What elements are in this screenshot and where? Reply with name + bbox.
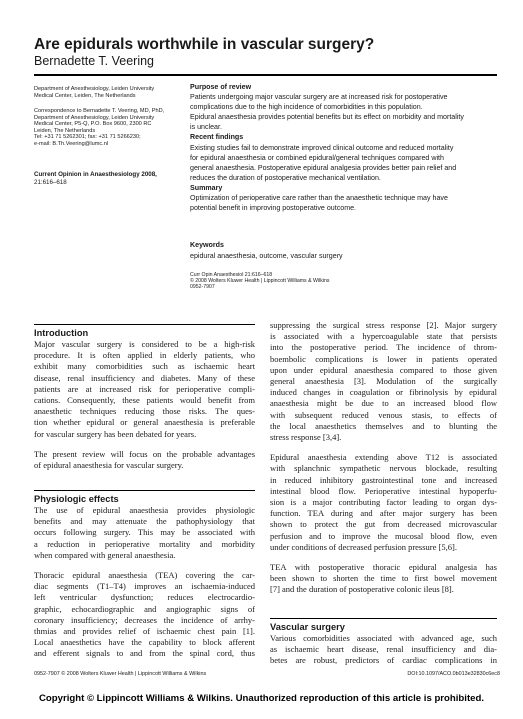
left-column: Introduction Major vascular surgery is considered to be a high-risk procedure. It is often applied in elderly patients, who exhibit many comorbidities such as ischaemic heart disease, renal insufficiency and diabetes. Many of these patients are at increased risk for perioperative compli- cations. Consequently, these patients would benefit from anaesthetic techniques reducing those risks. The ques- tion whether epidural or general anaesthesia is preferable for vascular surgery has been debated for years. The present review will focus on the probable advantages of epidural anaesthesia for vascular surgery. — [34, 328, 255, 471]
summary-heading: Summary — [190, 183, 223, 192]
intro-rule — [34, 324, 255, 325]
article-title: Are epidurals worthwhile in vascular surgery? — [34, 36, 375, 53]
right-column: suppressing the surgical stress response [2]. Major surgery is associated with a hypercoagulable state that persists into the postoperative period. The incidence of throm- boembolic complications is lower in patients operated upon under epidural anaesthesia compared to those given general anaesthesia [3]. Modulation of the surgically induced changes in coagulation or fibrinolysis by epidural anaesthesia might be due to an increased blood flow with subsequent reduced venous stasis, to effects of the local anaesthetics themselves and to blunting the stress response [3,4]. Epidural anaesthesia extending above T12 is associated with splanchnic sympathetic nervous blockade, resulting in reduced inhibitory gastrointestinal tone and increased intestinal blood flow. Perioperative intestinal hypoperfu- sion is a major contributing factor leading to organ dys- function. TEA during and after major surgery has been shown to protect the gut from decreased microvascular perfusion and to improve the mucosal blood flow, even under conditions of decreased perfusion pressure [5,6]. TEA with postoperative thoracic epidural analgesia has been shown to shorten the time to first bowel movement [7] and the duration of postoperative colonic ileus [8]. — [270, 320, 497, 595]
correspondence-block: Correspondence to Bernadette T. Veering, MD, PhD, Department of Anesthesiology, Leiden University Medical Center, P5-Q, P.O. Box 9600, 2300 RC Leiden, The Netherlands Tel: +31 71 5262301; fax: +31 71 5266230; e-mail: B.Th.Veering@lumc.nl — [34, 108, 165, 147]
citation-block: Curr Opin Anaesthesiol 21:616–618 © 2008 Wolters Kluwer Health | Lippincott Williams & Wilkins 0952-7907 — [190, 272, 330, 291]
vascular-section: Vascular surgery Various comorbidities associated with advanced age, such as ischaemic heart disease, renal insufficiency and dia- betes are robust, predictors of cardiac complications in — [270, 622, 497, 666]
affiliation-department: Department of Anesthesiology, Leiden University Medical Center, Leiden, The Netherlands — [34, 86, 155, 99]
keywords-text: epidural anaesthesia, outcome, vascular surgery — [190, 251, 343, 260]
journal-reference: Current Opinion in Anaesthesiology 2008, 21:616–618 — [34, 171, 157, 186]
keywords — [190, 240, 500, 261]
vascular-rule — [270, 618, 497, 619]
introduction-heading: Introduction — [34, 328, 89, 338]
abstract: Purpose of review Patients undergoing major vascular surgery are at increased risk for postoperative complications due to the high incidence of comorbidities in this population. Epidural anaesthesia provides potential benefits but its effect on morbidity and mortality is unclear. Recent findings Existing studies fail to demonstrate improved clinical outcome and reduced mortality for epidural anaesthesia or combined epidural/general techniques compared with general anaesthesia. Postoperative epidural analgesia provides better pain relief and reduces the duration of postoperative mechanical ventilation. Summary Optimization of perioperative care rather than the anaesthetic technique may have potential benefit in improving postoperative outcome. — [190, 82, 500, 213]
purpose-heading: Purpose of review — [190, 83, 252, 91]
keywords-heading: Keywords — [190, 241, 224, 249]
copyright-notice: Copyright © Lippincott Williams & Wilkins. Unauthorized reproduction of this article is prohibited. — [38, 693, 485, 704]
physio-rule — [34, 490, 255, 491]
footer-doi[interactable]: DOI:10.1097/ACO.0b013e32830c6ec8 — [407, 671, 500, 677]
header-rule — [34, 74, 497, 76]
footer-issn: 0952-7907 © 2008 Wolters Kluwer Health | Lippincott Williams & Wilkins — [34, 671, 207, 677]
findings-heading: Recent findings — [190, 133, 244, 142]
vascular-heading: Vascular surgery — [270, 622, 345, 632]
physiologic-section: Physiologic effects The use of epidural anaesthesia provides physiologic benefits and may attenuate the pathophysiology that occurs following surgery. This may be associated with a reduction in perioperative mortality and morbidity when compared with general anaesthesia. Thoracic epidural anaesthesia (TEA) covering the car- diac segments (T1–T4) improves an ischaemia-induced left ventricular dysfunction; reduces electrocardio- graphic, echocardiographic and angiographic signs of coronary insufficiency; decreases the incidence of arrhy- thmias and provides relief of ischaemic chest pain [1]. Local anaesthetics have the capability to block afferent and efferent signals to and from the spinal cord, thus — [34, 494, 255, 659]
author-name: Bernadette T. Veering — [34, 54, 154, 68]
physiologic-heading: Physiologic effects — [34, 494, 119, 504]
